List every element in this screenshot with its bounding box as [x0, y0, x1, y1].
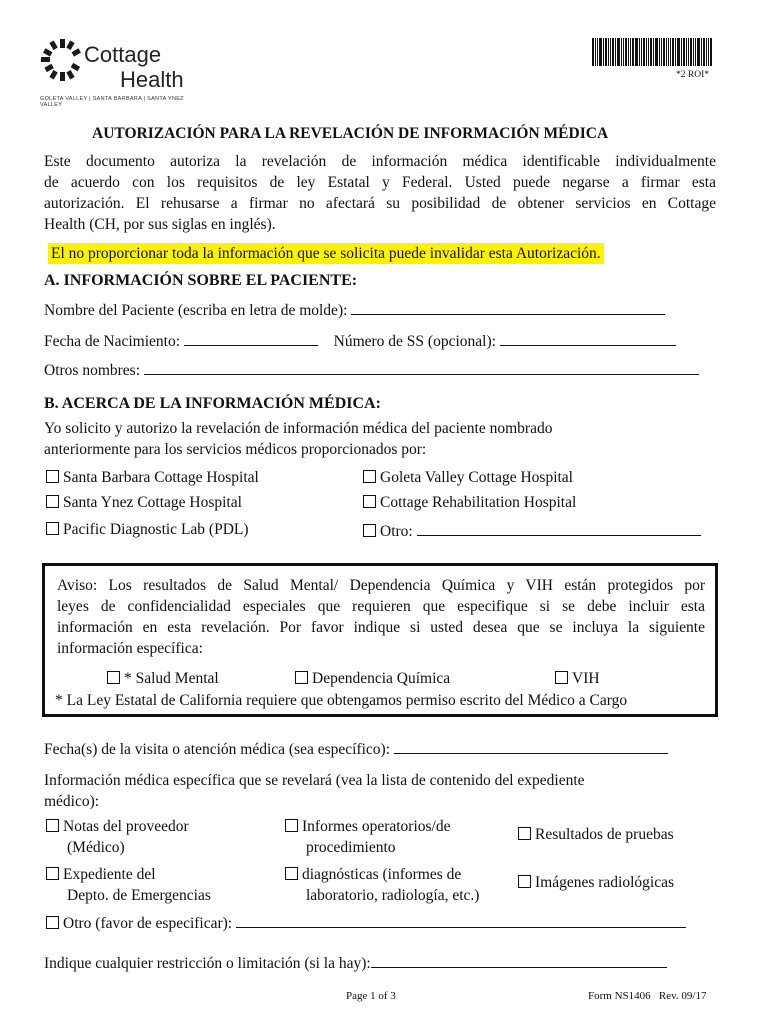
intro-paragraph — [44, 151, 716, 235]
notice-line-2: leyes de confidencialidad especiales que requieren que especifique si se debe incluir esta — [57, 598, 705, 615]
op-reports-label-2: procedimiento — [306, 839, 396, 856]
section-b-intro — [44, 418, 552, 460]
warning-banner: El no proporcionar toda la información que se solicita puede invalidar esta Autorización. — [48, 243, 604, 264]
chemical-dependency-checkbox[interactable] — [295, 671, 308, 684]
cottage-health-logo — [40, 36, 200, 106]
intro-line-2: de acuerdo con los requisitos de ley Estatal y Federal. Usted puede negarse a firmar esta — [44, 174, 716, 191]
notice-line-4: información específica: — [57, 640, 203, 657]
restrictions-label: Indique cualquier restricción o limitación (si la hay): — [44, 955, 371, 972]
ss-field[interactable] — [500, 331, 676, 346]
barcode-bars — [592, 38, 717, 66]
hiv-label: VIH — [572, 670, 600, 687]
dob-ss-row — [44, 331, 676, 351]
notice-line-1: Aviso: Los resultados de Salud Mental/ Dependencia Química y VIH están protegidos por — [57, 577, 705, 594]
er-record-label-1: Expediente del — [63, 866, 156, 883]
er-record-checkbox[interactable] — [46, 867, 59, 880]
patient-name-label: Nombre del Paciente (escriba en letra de molde): — [44, 302, 348, 319]
info-er-record — [46, 864, 211, 906]
restrictions-field[interactable] — [371, 953, 667, 968]
facility-crh-label: Cottage Rehabilitation Hospital — [380, 494, 577, 511]
imaging-label: Imágenes radiológicas — [535, 874, 675, 891]
op-reports-checkbox[interactable] — [285, 819, 298, 832]
logo-brand-line1: Cottage — [84, 42, 162, 67]
intro-line-1: Este documento autoriza la revelación de información médica identificable individualmente — [44, 153, 716, 170]
chemical-dependency-label: Dependencia Química — [312, 670, 451, 687]
section-b-intro-line-2: anteriormente para los servicios médicos proporcionados por: — [44, 441, 427, 458]
facility-sych — [46, 494, 242, 512]
other-names-field[interactable] — [144, 360, 699, 375]
notice-opt-hiv — [555, 670, 600, 688]
specific-info-intro — [44, 770, 585, 812]
op-reports-label-1: Informes operatorios/de — [302, 818, 451, 835]
provider-notes-checkbox[interactable] — [46, 819, 59, 832]
notice-line-3: información en esta revelación. Por favor indique si usted desea que se incluya la siguiente — [57, 619, 705, 636]
dob-field[interactable] — [184, 331, 318, 346]
logo-brand-line2: Health — [120, 67, 184, 92]
facility-sych-checkbox[interactable] — [46, 495, 59, 508]
facility-other-label: Otro: — [380, 523, 413, 540]
notice-opt-chem — [295, 670, 450, 688]
notice-opt-mental — [107, 670, 219, 688]
hiv-checkbox[interactable] — [555, 671, 568, 684]
facility-crh-checkbox[interactable] — [363, 495, 376, 508]
logo-mark-icon — [40, 38, 84, 82]
info-test-results — [518, 826, 674, 844]
test-results-checkbox[interactable] — [518, 827, 531, 840]
page-number: Page 1 of 3 — [346, 990, 396, 1002]
barcode — [592, 38, 717, 66]
specific-info-line-1: Información médica específica que se revelará (vea la lista de contenido del expediente — [44, 772, 585, 789]
facility-gvch-label: Goleta Valley Cottage Hospital — [380, 469, 573, 486]
info-diagnostics — [285, 864, 479, 906]
section-b-intro-line-1: Yo solicito y autorizo la revelación de información médica del paciente nombrado — [44, 420, 553, 437]
section-a-heading: A. INFORMACIÓN SOBRE EL PACIENTE: — [44, 272, 358, 289]
mental-health-checkbox[interactable] — [107, 671, 120, 684]
notice-footnote: * La Ley Estatal de California requiere que obtengamos permiso escrito del Médico a Cargo — [55, 692, 628, 709]
visit-dates-field[interactable] — [394, 739, 668, 754]
form-number: Form NS1406 Rev. 09/17 — [588, 990, 707, 1002]
provider-notes-label-2: (Médico) — [67, 839, 125, 856]
info-provider-notes — [46, 816, 189, 858]
info-other-checkbox[interactable] — [46, 916, 59, 929]
info-other-label: Otro (favor de especificar): — [63, 915, 233, 932]
er-record-label-2: Depto. de Emergencias — [67, 887, 211, 904]
facility-pdl-label: Pacific Diagnostic Lab (PDL) — [63, 521, 249, 538]
facility-other-checkbox[interactable] — [363, 524, 376, 537]
info-other-field[interactable] — [236, 913, 686, 928]
notice-text — [57, 575, 705, 659]
restrictions-row — [44, 953, 667, 973]
intro-line-4: Health (CH, por sus siglas en inglés). — [44, 216, 276, 233]
facility-other — [363, 521, 701, 541]
diagnostics-label-2: laboratorio, radiología, etc.) — [306, 887, 480, 904]
facility-sbch — [46, 469, 259, 487]
facility-gvch-checkbox[interactable] — [363, 470, 376, 483]
visit-dates-label: Fecha(s) de la visita o atención médica (sea específico): — [44, 741, 391, 758]
imaging-checkbox[interactable] — [518, 875, 531, 888]
other-names-row — [44, 360, 699, 380]
dob-label: Fecha de Nacimiento: — [44, 333, 181, 350]
facility-pdl — [46, 521, 249, 539]
patient-name-field[interactable] — [351, 300, 665, 315]
provider-notes-label-1: Notas del proveedor — [63, 818, 189, 835]
intro-line-3: autorización. El rehusarse a firmar no afectará su posibilidad de obtener servicios en Cottage — [44, 195, 716, 212]
mental-health-label: * Salud Mental — [124, 670, 219, 687]
facility-other-field[interactable] — [417, 521, 701, 536]
facility-crh — [363, 494, 576, 512]
diagnostics-label-1: diagnósticas (informes de — [302, 866, 462, 883]
test-results-label: Resultados de pruebas — [535, 826, 674, 843]
specific-info-line-2: médico): — [44, 793, 100, 810]
facility-sych-label: Santa Ynez Cottage Hospital — [63, 494, 242, 511]
confidentiality-notice-box — [42, 563, 718, 717]
other-names-label: Otros nombres: — [44, 362, 141, 379]
visit-dates-row — [44, 739, 668, 759]
facility-sbch-checkbox[interactable] — [46, 470, 59, 483]
facility-gvch — [363, 469, 573, 487]
diagnostics-checkbox[interactable] — [285, 867, 298, 880]
section-b-heading: B. ACERCA DE LA INFORMACIÓN MÉDICA: — [44, 395, 381, 412]
facility-sbch-label: Santa Barbara Cottage Hospital — [63, 469, 259, 486]
document-title: AUTORIZACIÓN PARA LA REVELACIÓN DE INFORMACIÓN MÉDICA — [92, 125, 609, 142]
patient-name-row — [44, 300, 665, 320]
barcode-caption: *2 ROI* — [676, 70, 709, 80]
info-imaging — [518, 874, 674, 892]
info-other — [46, 913, 686, 933]
logo-locations: GOLETA VALLEY | SANTA BARBARA | SANTA YNEZ VALLEY — [40, 96, 184, 108]
facility-pdl-checkbox[interactable] — [46, 522, 59, 535]
ss-label: Número de SS (opcional): — [333, 333, 496, 350]
info-op-reports — [285, 816, 451, 858]
